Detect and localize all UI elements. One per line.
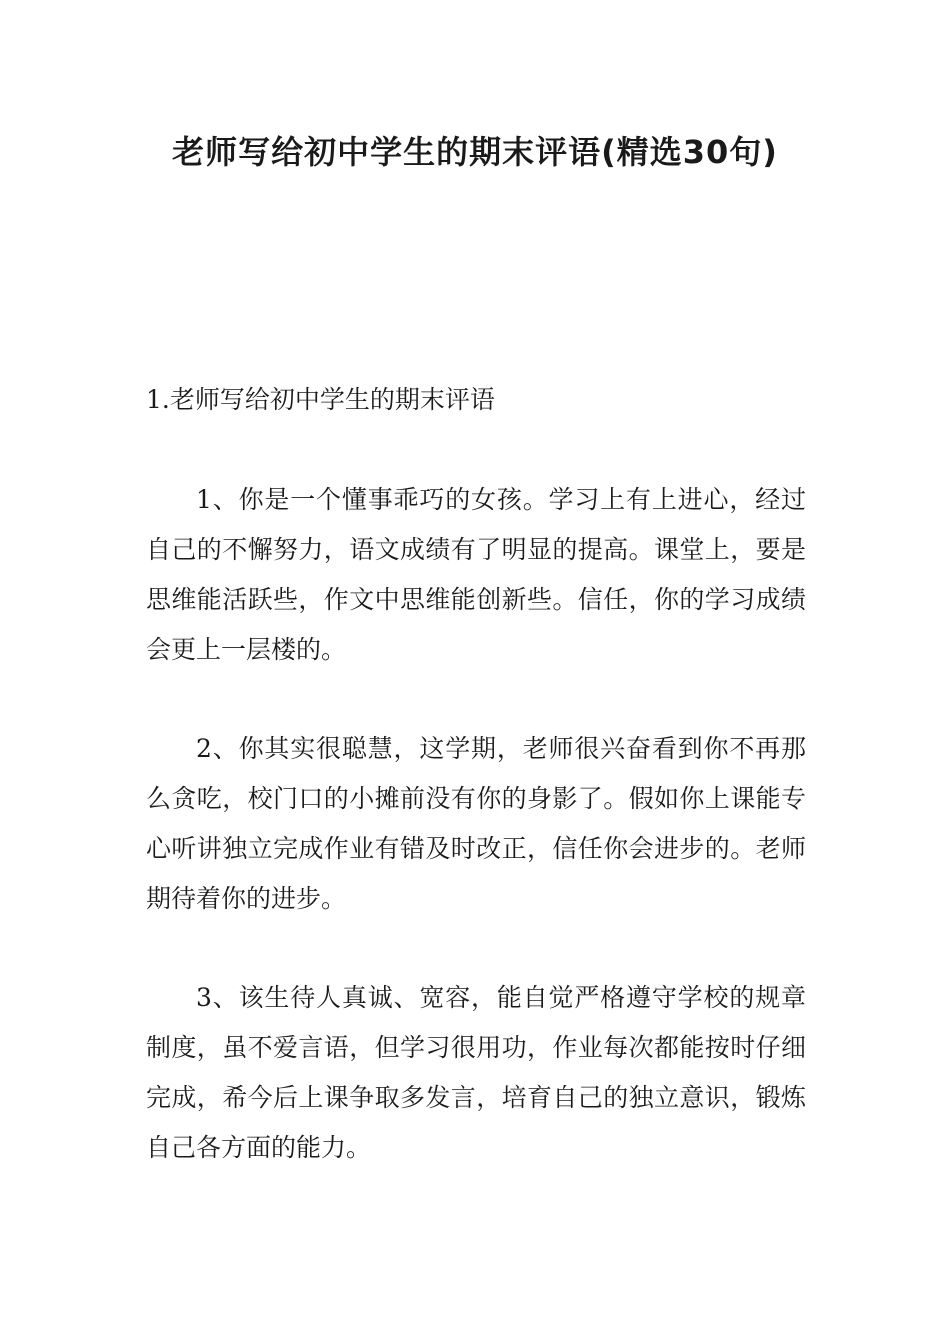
- section-heading: 1.老师写给初中学生的期末评语: [146, 385, 495, 414]
- document-title: 老师写给初中学生的期末评语(精选30句): [172, 133, 778, 171]
- comment-paragraph-1: 1、你是一个懂事乖巧的女孩。学习上有上进心，经过自己的不懈努力，语文成绩有了明显的提高。课堂上，要是思维能活跃些，作文中思维能创新些。信任，你的学习成绩会更上一层楼的。: [146, 485, 806, 664]
- comment-paragraph-2: 2、你其实很聪慧，这学期，老师很兴奋看到你不再那么贪吃，校门口的小摊前没有你的身影了。假如你上课能专心听讲独立完成作业有错及时改正，信任你会进步的。老师期待着你的进步。: [146, 734, 806, 913]
- comment-paragraph-3: 3、该生待人真诚、宽容，能自觉严格遵守学校的规章制度，虽不爱言语，但学习很用功，作业每次都能按时仔细完成，希今后上课争取多发言，培育自己的独立意识，锻炼自己各方面的能力。: [146, 983, 806, 1162]
